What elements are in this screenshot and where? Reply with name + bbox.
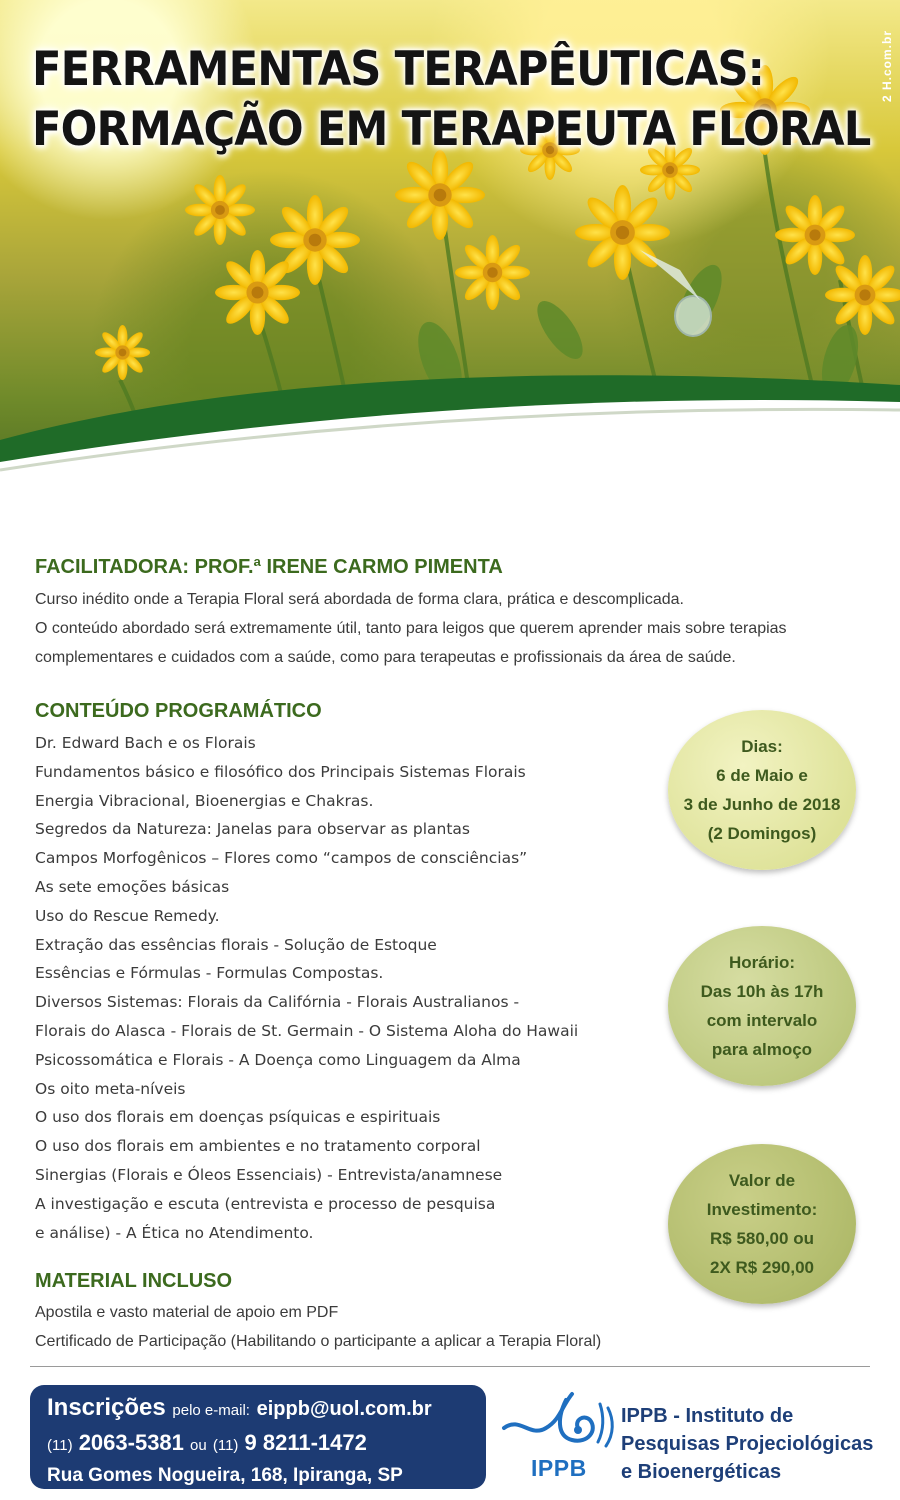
price-label: Investimento: — [706, 1200, 818, 1219]
list-item: As sete emoções básicas — [35, 877, 230, 896]
list-item: Campos Morfogênicos – Flores como “campos de consciências” — [35, 849, 528, 868]
area-code-2: (11) — [212, 1437, 239, 1454]
facilitator-line-3: complementares e cuidados com a saúde, como para terapeutas e profissionais da área de saúde. — [35, 649, 736, 666]
registration-box — [30, 1385, 486, 1489]
divider — [30, 1366, 870, 1367]
list-item: A investigação e escuta (entrevista e processo de pesquisa — [35, 1194, 496, 1213]
dates-line: 6 de Maio e — [716, 766, 808, 785]
list-item: e análise) - A Ética no Atendimento. — [35, 1223, 314, 1242]
facilitator-line-1: Curso inédito onde a Terapia Floral será abordada de forma clara, prática e descomplicada. — [35, 591, 684, 608]
schedule-circle — [668, 926, 856, 1086]
list-item: Segredos da Natureza: Janelas para observar as plantas — [35, 820, 470, 839]
schedule-label: Horário: — [728, 953, 796, 972]
price-label: Valor de — [728, 1171, 796, 1190]
logo-text: IPPB — [531, 1455, 587, 1481]
price-circle — [668, 1144, 856, 1304]
list-item: Essências e Fórmulas - Formulas Compostas. — [35, 964, 384, 983]
dates-line: (2 Domingos) — [707, 824, 817, 843]
material-description — [35, 1298, 735, 1356]
watermark: 2 H.com.br — [880, 30, 894, 103]
program-list — [35, 729, 578, 1247]
email-prefix: pelo e-mail: — [172, 1402, 250, 1419]
list-item: Fundamentos básico e filosófico dos Principais Sistemas Florais — [35, 762, 526, 781]
schedule-line: Das 10h às 17h — [700, 982, 824, 1001]
facilitator-description — [35, 585, 875, 672]
registration-label: Inscrições — [47, 1394, 166, 1421]
dates-circle — [668, 710, 856, 870]
list-item: Extração das essências florais - Solução de Estoque — [35, 935, 437, 954]
list-item: Sinergias (Florais e Óleos Essenciais) - Entrevista/anamnese — [35, 1165, 503, 1184]
list-item: Dr. Edward Bach e os Florais — [35, 734, 256, 752]
price-line: 2X R$ 290,00 — [710, 1258, 814, 1277]
list-item: Os oito meta-níveis — [35, 1079, 186, 1098]
institute-name — [621, 1402, 873, 1486]
list-item: Uso do Rescue Remedy. — [35, 906, 220, 925]
area-code-1: (11) — [47, 1437, 73, 1454]
list-item: O uso dos florais em doenças psíquicas e espirituais — [35, 1108, 441, 1127]
institute-line-3: e Bioenergéticas — [621, 1461, 782, 1483]
dates-line: 3 de Junho de 2018 — [683, 795, 841, 814]
title-line-2: FORMAÇÃO EM TERAPEUTA FLORAL — [32, 102, 871, 157]
material-line-2: Certificado de Participação (Habilitando o participante a aplicar a Terapia Floral) — [35, 1333, 602, 1350]
facilitator-line-2: O conteúdo abordado será extremamente útil, tanto para leigos que querem aprender mais sobre terapias — [35, 620, 787, 637]
hero-banner — [0, 0, 900, 500]
institute-line-1: IPPB - Instituto de — [621, 1405, 794, 1427]
water-drop — [675, 296, 711, 336]
dates-label: Dias: — [741, 737, 783, 756]
page-title — [32, 40, 870, 160]
title-line-1: FERRAMENTAS TERAPÊUTICAS: — [32, 42, 765, 97]
list-item: Energia Vibracional, Bioenergias e Chakras. — [35, 791, 374, 810]
institute-line-2: Pesquisas Projeciológicas — [621, 1433, 874, 1455]
list-item: Psicossomática e Florais - A Doença como Linguagem da Alma — [35, 1050, 521, 1069]
list-item: Diversos Sistemas: Florais da Califórnia - Florais Australianos - — [35, 993, 520, 1012]
address: Rua Gomes Nogueira, 168, Ipiranga, SP — [47, 1465, 403, 1486]
program-heading: CONTEÚDO PROGRAMÁTICO — [35, 700, 322, 722]
phone-or: ou — [190, 1437, 207, 1454]
schedule-line: com intervalo — [706, 1011, 818, 1030]
facilitator-heading: FACILITADORA: PROF.ª IRENE CARMO PIMENTA — [35, 556, 503, 578]
list-item: Florais do Alasca - Florais de St. Germain - O Sistema Aloha do Hawaii — [35, 1021, 579, 1040]
registration-email-line — [47, 1391, 486, 1428]
phone-1[interactable]: 2063-5381 — [78, 1430, 184, 1455]
material-line-1: Apostila e vasto material de apoio em PDF — [35, 1304, 339, 1321]
phone-line — [47, 1428, 486, 1461]
schedule-line: para almoço — [711, 1040, 813, 1059]
price-line: R$ 580,00 ou — [710, 1229, 814, 1248]
material-heading: MATERIAL INCLUSO — [35, 1270, 233, 1292]
email-link[interactable]: eippb@uol.com.br — [256, 1398, 432, 1420]
list-item: O uso dos florais em ambientes e no tratamento corporal — [35, 1137, 481, 1156]
phone-2[interactable]: 9 8211-1472 — [244, 1430, 367, 1455]
